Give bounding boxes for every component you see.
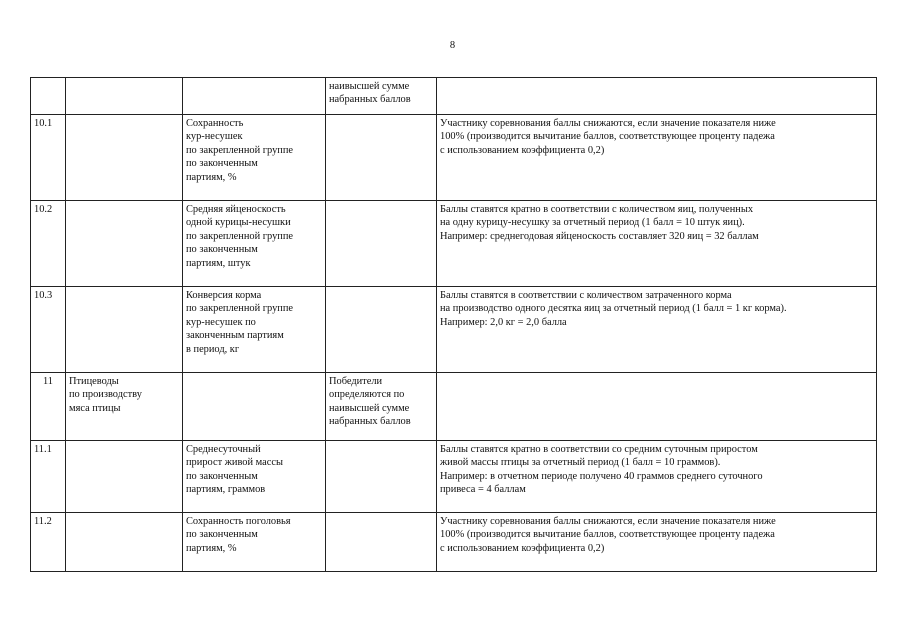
table-row	[31, 287, 877, 373]
page-number: 8	[449, 40, 456, 51]
indicator-cell: Сохранность кур-несушек по закрепленной группе по законченным партиям, %	[183, 115, 326, 201]
winners-cell	[326, 201, 437, 287]
category-cell	[66, 115, 183, 201]
category-cell	[66, 513, 183, 572]
winners-cell	[326, 287, 437, 373]
row-number-cell: 10.1	[31, 115, 66, 201]
table-row	[31, 115, 877, 201]
category-cell	[66, 287, 183, 373]
competition-criteria-table	[30, 77, 877, 572]
table-row	[31, 513, 877, 572]
table-row	[31, 373, 877, 441]
table-row	[31, 78, 877, 115]
row-number-cell: 11	[31, 373, 66, 441]
category-cell	[66, 78, 183, 115]
description-cell	[437, 373, 877, 441]
table-row	[31, 201, 877, 287]
description-cell	[437, 78, 877, 115]
row-number-cell: 11.2	[31, 513, 66, 572]
row-number-cell: 10.3	[31, 287, 66, 373]
indicator-cell	[183, 78, 326, 115]
row-number-cell: 10.2	[31, 201, 66, 287]
description-cell: Баллы ставятся в соответствии с количеством затраченного корма на производство одного десятка яиц за отчетный период (1 балл = 1 кг корма). Например: 2,0 кг = 2,0 балла	[437, 287, 877, 373]
description-cell: Баллы ставятся кратно в соответствии с количеством яиц, полученных на одну курицу-несушку за отчетный период (1 балл = 10 штук яиц). Например: среднегодовая яйценоскость составляет 320 яиц = 32 баллам	[437, 201, 877, 287]
description-cell: Участнику соревнования баллы снижаются, если значение показателя ниже 100% (производится вычитание баллов, соответствующее проценту падежа с использованием коэффициента 0,2)	[437, 115, 877, 201]
indicator-cell: Средняя яйценоскость одной курицы-несушки по закрепленной группе по законченным партиям, штук	[183, 201, 326, 287]
category-cell	[66, 441, 183, 513]
winners-cell	[326, 441, 437, 513]
description-cell: Участнику соревнования баллы снижаются, если значение показателя ниже 100% (производится вычитание баллов, соответствующее проценту падежа с использованием коэффициента 0,2)	[437, 513, 877, 572]
table-row	[31, 441, 877, 513]
winners-cell: Победители определяются по наивысшей сумме набранных баллов	[326, 373, 437, 441]
row-number-cell: 11.1	[31, 441, 66, 513]
category-cell	[66, 201, 183, 287]
indicator-cell: Среднесуточный прирост живой массы по законченным партиям, граммов	[183, 441, 326, 513]
winners-cell	[326, 115, 437, 201]
description-cell: Баллы ставятся кратно в соответствии со средним суточным приростом живой массы птицы за отчетный период (1 балл = 10 граммов). Например: в отчетном периоде получено 40 граммов среднего суточного привеса = 4 баллам	[437, 441, 877, 513]
indicator-cell	[183, 373, 326, 441]
indicator-cell: Сохранность поголовья по законченным партиям, %	[183, 513, 326, 572]
winners-cell: наивысшей сумме набранных баллов	[326, 78, 437, 115]
row-number-cell	[31, 78, 66, 115]
winners-cell	[326, 513, 437, 572]
indicator-cell: Конверсия корма по закрепленной группе кур-несушек по законченным партиям в период, кг	[183, 287, 326, 373]
category-cell: Птицеводы по производству мяса птицы	[66, 373, 183, 441]
